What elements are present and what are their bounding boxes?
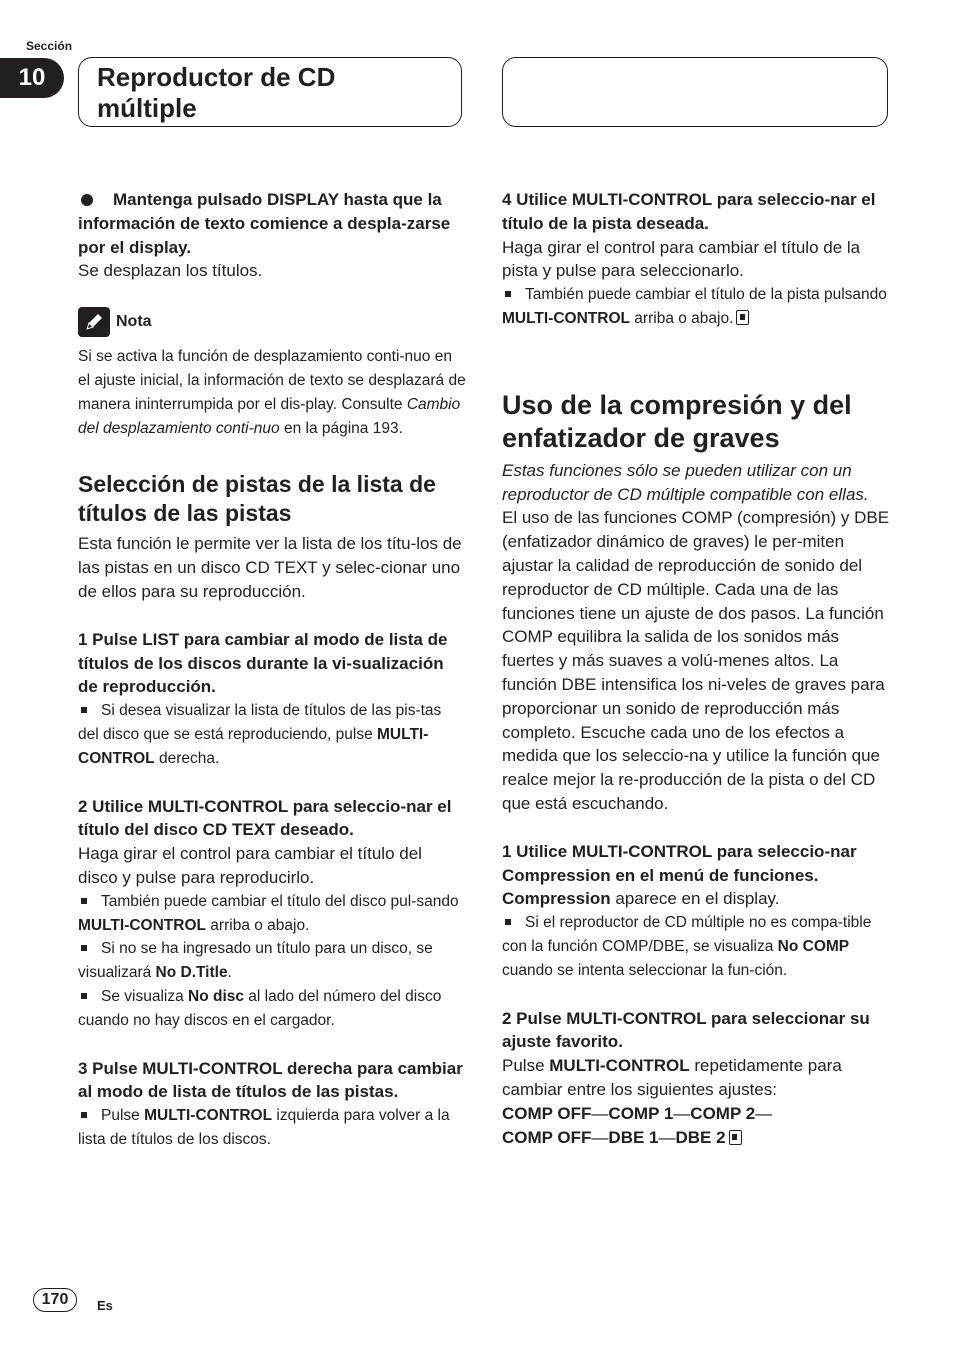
comp-step-2-heading: 2 Pulse MULTI-CONTROL para seleccionar su ajuste favorito. [502,1008,870,1052]
step-2-note-2: Si no se ha ingresado un título para un disco, se visualizará No D.Title. [78,940,433,982]
end-mark-icon [729,1130,742,1145]
bullet-instruction: Mantenga pulsado DISPLAY hasta que la información de texto comience a despla-zarse por el display. [78,190,451,257]
pencil-note-icon [78,307,110,337]
subsection-intro: Esta función le permite ver la lista de los títu-los de las pistas en un disco CD TEXT y selec-cionar uno de ellos para su reproducción. [78,534,462,601]
step-4-note: También puede cambiar el título de la pista pulsando MULTI-CONTROL arriba o abajo. [502,286,887,327]
chapter-title-box [78,57,462,127]
step-1-heading: 1 Pulse LIST para cambiar al modo de lista de títulos de los discos durante la vi-sualización de reproducción. [78,629,448,697]
header-empty-box [502,57,888,127]
note-label: Nota [116,313,152,331]
chapter-title-line2: múltiple [97,93,197,123]
end-mark-icon [736,310,749,325]
language-code: Es [97,1298,113,1313]
section-heading: Uso de la compresión y del enfatizador de graves [502,389,852,453]
right-column [502,188,890,1149]
subsection-heading: Selección de pistas de la lista de títulos de las pistas [78,471,436,527]
page-number: 170 [33,1288,77,1312]
settings-sequence-1: COMP OFF—COMP 1—COMP 2— [502,1103,773,1123]
comp-step-2-text: Pulse MULTI-CONTROL repetidamente para cambiar entre los siguientes ajustes: [502,1056,842,1099]
step-1-note: Si desea visualizar la lista de títulos de las pis-tas del disco que se está reproduciendo, pulse MULTI-CONTROL derecha. [78,702,442,767]
step-2-note-3: Se visualiza No disc al lado del número del disco cuando no hay discos en el cargador. [78,987,442,1029]
left-column [78,188,466,1152]
step-4-text: Haga girar el control para cambiar el título de la pista y pulse para seleccionarlo. [502,237,861,281]
section-label: Sección [26,39,73,53]
comp-step-1-note: Si el reproductor de CD múltiple no es compa-tible con la función COMP/DBE, se visualiza No COMP cuando se intenta seleccionar la fun-ción. [502,914,872,979]
step-3-note: Pulse MULTI-CONTROL izquierda para volver a la lista de títulos de los discos. [78,1107,450,1148]
bullet-result: Se desplazan los títulos. [78,261,263,281]
step-2-note-1: También puede cambiar el título del disco pul-sando MULTI-CONTROL arriba o abajo. [78,892,459,934]
settings-sequence-2: COMP OFF—DBE 1—DBE 2 [502,1126,890,1150]
note-heading [78,307,466,337]
compatibility-note: Estas funciones sólo se pueden utilizar con un reproductor de CD múltiple compatible con ellas. [502,460,869,504]
step-4-heading: 4 Utilice MULTI-CONTROL para seleccio-nar el título de la pista deseada. [502,190,876,233]
step-2-text: Haga girar el control para cambiar el título del disco y pulse para reproducirlo. [78,844,422,887]
step-2-heading: 2 Utilice MULTI-CONTROL para seleccio-nar el título del disco CD TEXT deseado. [78,796,452,840]
comp-step-1-text: Compression aparece en el display. [502,889,780,909]
bullet-dot-icon [81,194,93,206]
comp-step-1-heading: 1 Utilice MULTI-CONTROL para seleccio-nar Compression en el menú de funciones. [502,841,857,885]
section-number: 10 [0,58,64,98]
note-text: Si se activa la función de desplazamiento conti-nuo en el ajuste inicial, la información de texto se desplazará de manera ininterrumpida por el dis-play. Consulte Cambio del desplazamiento conti-nuo en la página 193. [78,348,466,437]
section-body: El uso de las funciones COMP (compresión) y DBE (enfatizador dinámico de graves) le per-miten ajustar la calidad de reproducción de sonido del reproductor de CD múltiple. Cada una de las funciones tiene un ajuste de dos pasos. La función COMP equilibra la salida de los sonidos más fuertes y más suaves a volú-menes altos. La función DBE intensifica los ni-veles de graves para proporcionar un sonido de reproducción más completo. Escuche cada uno de los efectos a medida que los seleccio-na y utilice la función que realce mejor la re-producción de la pista o del CD que está escuchando. [502,508,890,813]
step-3-heading: 3 Pulse MULTI-CONTROL derecha para cambiar al modo de lista de títulos de las pistas. [78,1058,463,1102]
chapter-title-line1: Reproductor de CD [97,62,336,92]
